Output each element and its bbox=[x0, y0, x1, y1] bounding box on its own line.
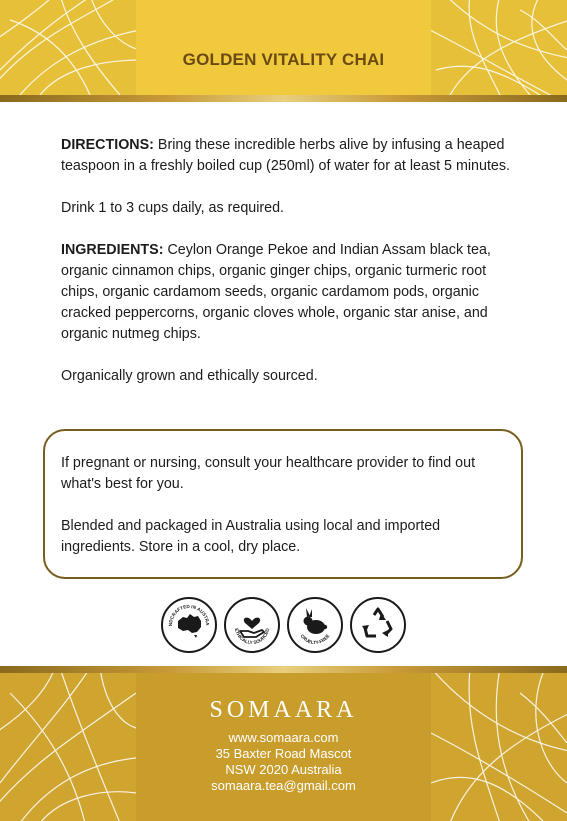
svg-text:CRUELTY-FREE bbox=[299, 633, 330, 645]
directions-paragraph bbox=[61, 135, 511, 177]
heart-hand-icon bbox=[226, 599, 278, 651]
address-line-1: 35 Baxter Road Mascot bbox=[215, 746, 352, 761]
brand-name: SOMAARA bbox=[209, 697, 358, 723]
top-divider bbox=[0, 95, 567, 102]
directions-label: DIRECTIONS: bbox=[61, 137, 154, 153]
page-title: GOLDEN VITALITY CHAI bbox=[182, 50, 385, 69]
recycle-icon bbox=[352, 599, 404, 651]
dosage-text: Drink 1 to 3 cups daily, as required. bbox=[61, 200, 285, 216]
header-center-panel bbox=[136, 0, 431, 95]
ingredients-paragraph bbox=[61, 240, 511, 345]
pregnancy-notice: If pregnant or nursing, consult your healthcare provider to find out what's best for you. bbox=[61, 455, 476, 492]
bottom-divider bbox=[0, 666, 567, 673]
badge-handcrafted bbox=[161, 597, 217, 653]
ingredients-text: Ceylon Orange Pekoe and Indian Assam black tea, organic cinnamon chips, organic ginger chips, organic turmeric root chips, organic cardamom seeds, organic cardamom pods, organic cracked peppercorns, organic cloves whole, organic star anise, and organic nutmeg chips. bbox=[61, 242, 491, 342]
sourcing-text: Organically grown and ethically sourced. bbox=[61, 368, 318, 384]
email-link[interactable]: somaara.tea@gmail.com bbox=[211, 778, 356, 793]
badge-cruelty-free bbox=[287, 597, 343, 653]
packaging-notice: Blended and packaged in Australia using local and imported ingredients. Store in a cool, dry place. bbox=[61, 518, 441, 555]
badge-cruelty-text: CRUELTY-FREE bbox=[299, 633, 331, 646]
main-content bbox=[61, 135, 511, 408]
badge-ethical-text: ETHICALLY SOURCED bbox=[234, 627, 270, 646]
header-band bbox=[0, 0, 567, 95]
directions-text: Bring these incredible herbs alive by infusing a heaped teaspoon in a freshly boiled cup (250ml) of water for at least 5 minutes. bbox=[61, 137, 510, 174]
footer bbox=[136, 697, 431, 794]
notice-box bbox=[43, 429, 523, 579]
australia-map-icon bbox=[163, 599, 215, 651]
rabbit-icon bbox=[289, 599, 341, 651]
badge-handcrafted-text: NDCRAFTED IN AUSTRA bbox=[167, 603, 211, 627]
badge-ethically-sourced bbox=[224, 597, 280, 653]
address-line-2: NSW 2020 Australia bbox=[225, 762, 342, 777]
website-link[interactable]: www.somaara.com bbox=[228, 730, 339, 745]
ingredients-label: INGREDIENTS: bbox=[61, 242, 164, 258]
badge-row bbox=[161, 597, 407, 655]
badge-recyclable bbox=[350, 597, 406, 653]
